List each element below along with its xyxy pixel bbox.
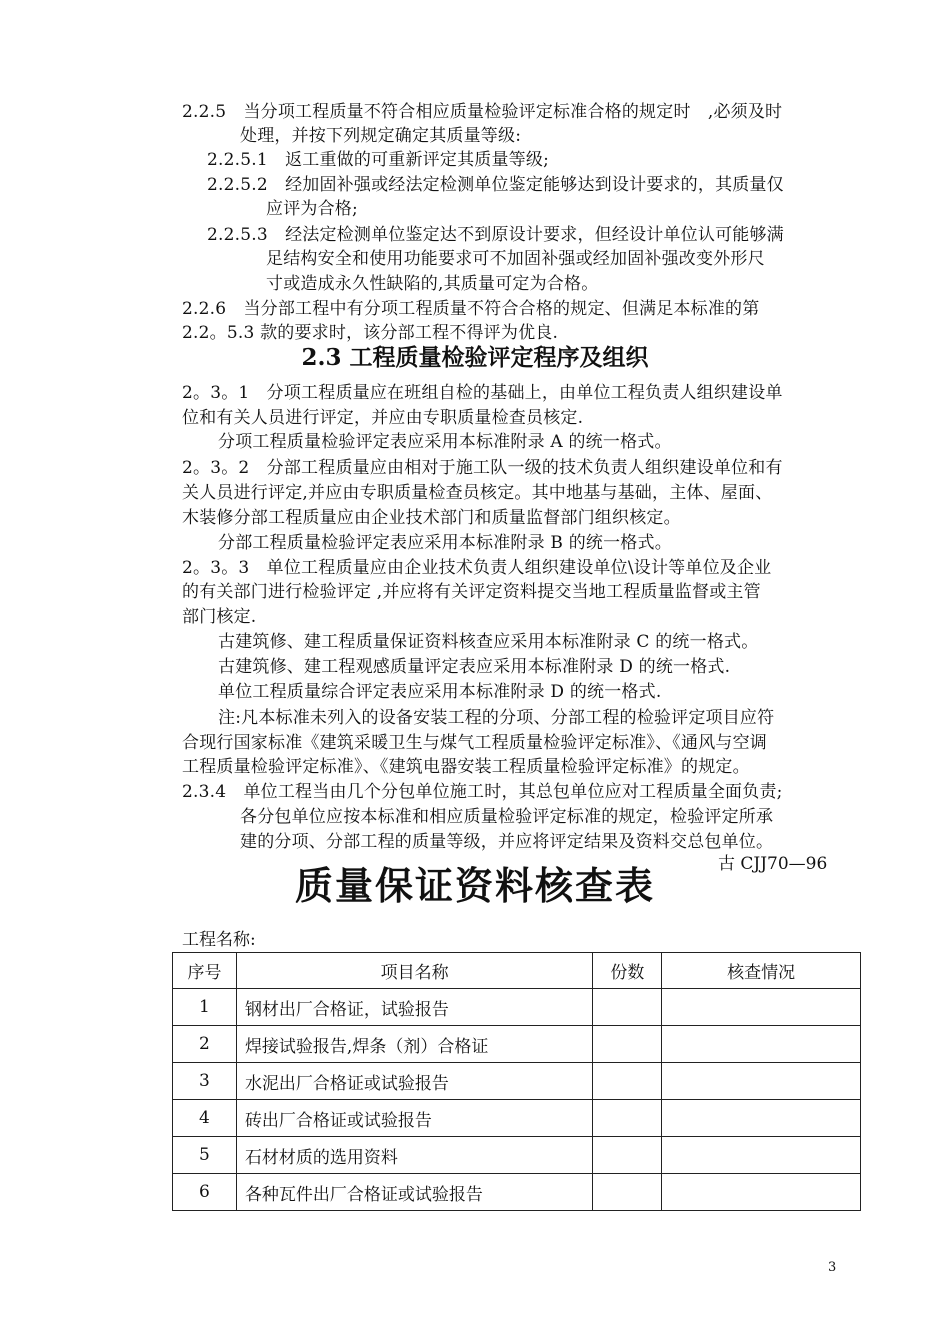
row-count-cell[interactable] [593, 1100, 662, 1137]
clause-2-3-3-line1: 2。3。3 单位工程质量应由企业技术负责人组织建设单位\设计等单位及企业 [182, 558, 772, 578]
clause-2-2-5-3-line2: 足结构安全和使用功能要求可不加固补强或经加固补强改变外形尺 [266, 249, 765, 269]
header-check: 核查情况 [662, 953, 861, 989]
row-count-cell[interactable] [593, 989, 662, 1026]
clause-2-2-5-line2: 处理，并按下列规定确定其质量等级: [240, 126, 522, 146]
header-no: 序号 [173, 953, 237, 989]
row-check-cell[interactable] [662, 989, 861, 1026]
note-line1: 注:凡本标准未列入的设备安装工程的分项、分部工程的检验评定项目应符 [218, 708, 775, 728]
row-check-cell[interactable] [662, 1063, 861, 1100]
table-row [173, 1100, 861, 1137]
clause-2-2-5-2-line1: 2.2.5.2 经加固补强或经法定检测单位鉴定能够达到设计要求的，其质量仅 [207, 175, 784, 195]
table-row [173, 1026, 861, 1063]
note-line2: 合现行国家标准《建筑采暖卫生与煤气工程质量检验评定标准》、《通风与空调 [182, 733, 767, 753]
appendix-d-note-1: 古建筑修、建工程观感质量评定表应采用本标准附录 D 的统一格式. [218, 657, 731, 677]
clause-2-3-4-line1: 2.3.4 单位工程当由几个分包单位施工时，其总包单位应对工程质量全面负责; [182, 782, 783, 802]
table-row [173, 989, 861, 1026]
clause-2-3-3-line2: 的有关部门进行检验评定 ,并应将有关评定资料提交当地工程质量监督或主管 [182, 582, 761, 602]
clause-2-2-5-1: 2.2.5.1 返工重做的可重新评定其质量等级; [207, 150, 550, 170]
clause-2-2-6-line2: 2.2。5.3 款的要求时，该分部工程不得评为优良. [182, 323, 559, 343]
row-count-cell[interactable] [593, 1063, 662, 1100]
clause-2-3-2-note: 分部工程质量检验评定表应采用本标准附录 B 的统一格式。 [218, 533, 672, 553]
row-no: 4 [173, 1100, 237, 1137]
clause-2-2-5-line1: 2.2.5 当分项工程质量不符合相应质量检验评定标准合格的规定时 ,必须及时 [182, 102, 783, 122]
clause-2-2-5-3-line3: 寸或造成永久性缺陷的,其质量可定为合格。 [266, 274, 599, 294]
clause-2-3-2-line1: 2。3。2 分部工程质量应由相对于施工队一级的技术负责人组织建设单位和有 [182, 458, 783, 478]
row-no: 1 [173, 989, 237, 1026]
clause-2-3-2-line3: 木装修分部工程质量应由企业技术部门和质量监督部门组织核定。 [182, 508, 681, 528]
row-no: 5 [173, 1137, 237, 1174]
clause-2-3-3-line3: 部门核定. [182, 607, 257, 627]
row-count-cell[interactable] [593, 1137, 662, 1174]
row-item-name: 砖出厂合格证或试验报告 [236, 1100, 592, 1137]
table-row [173, 1063, 861, 1100]
row-no: 2 [173, 1026, 237, 1063]
page-number: 3 [828, 1260, 837, 1275]
row-check-cell[interactable] [662, 1174, 861, 1211]
standard-code: 古 CJJ70—96 [718, 854, 828, 874]
appendix-d-note-2: 单位工程质量综合评定表应采用本标准附录 D 的统一格式. [218, 682, 662, 702]
row-item-name: 焊接试验报告,焊条（剂）合格证 [236, 1026, 592, 1063]
clause-2-3-4-line3: 建的分项、分部工程的质量等级，并应将评定结果及资料交总包单位。 [240, 832, 774, 852]
note-line3: 工程质量检验评定标准》、《建筑电器安装工程质量检验评定标准》的规定。 [182, 757, 750, 777]
clause-2-3-1-line1: 2。3。1 分项工程质量应在班组自检的基础上，由单位工程负责人组织建设单 [182, 383, 783, 403]
table-header-row [173, 953, 861, 989]
table-row [173, 1174, 861, 1211]
row-item-name: 水泥出厂合格证或试验报告 [236, 1063, 592, 1100]
row-no: 6 [173, 1174, 237, 1211]
row-no: 3 [173, 1063, 237, 1100]
check-table [172, 952, 861, 1211]
table-row [173, 1137, 861, 1174]
section-heading: 2.3 工程质量检验评定程序及组织 [301, 344, 649, 371]
row-check-cell[interactable] [662, 1026, 861, 1063]
row-count-cell[interactable] [593, 1174, 662, 1211]
clause-2-3-1-note: 分项工程质量检验评定表应采用本标准附录 A 的统一格式。 [218, 432, 672, 452]
appendix-c-note: 古建筑修、建工程质量保证资料核查应采用本标准附录 C 的统一格式。 [218, 632, 759, 652]
row-item-name: 钢材出厂合格证，试验报告 [236, 989, 592, 1026]
row-count-cell[interactable] [593, 1026, 662, 1063]
clause-2-2-5-3-line1: 2.2.5.3 经法定检测单位鉴定达不到原设计要求，但经设计单位认可能够满 [207, 225, 784, 245]
clause-2-3-1-line2: 位和有关人员进行评定，并应由专职质量检查员核定. [182, 408, 584, 428]
table-title: 质量保证资料核查表 [294, 863, 655, 908]
clause-2-3-2-line2: 关人员进行评定,并应由专职质量检查员核定。其中地基与基础，主体、屋面、 [182, 483, 773, 503]
header-count: 份数 [593, 953, 662, 989]
row-item-name: 石材材质的选用资料 [236, 1137, 592, 1174]
row-check-cell[interactable] [662, 1137, 861, 1174]
clause-2-2-6-line1: 2.2.6 当分部工程中有分项工程质量不符合合格的规定、但满足本标准的第 [182, 299, 760, 319]
project-name-label: 工程名称: [182, 930, 256, 950]
row-check-cell[interactable] [662, 1100, 861, 1137]
clause-2-3-4-line2: 各分包单位应按本标准和相应质量检验评定标准的规定，检验评定所承 [240, 807, 774, 827]
row-item-name: 各种瓦件出厂合格证或试验报告 [236, 1174, 592, 1211]
clause-2-2-5-2-line2: 应评为合格; [266, 199, 358, 219]
header-item-name: 项目名称 [236, 953, 592, 989]
